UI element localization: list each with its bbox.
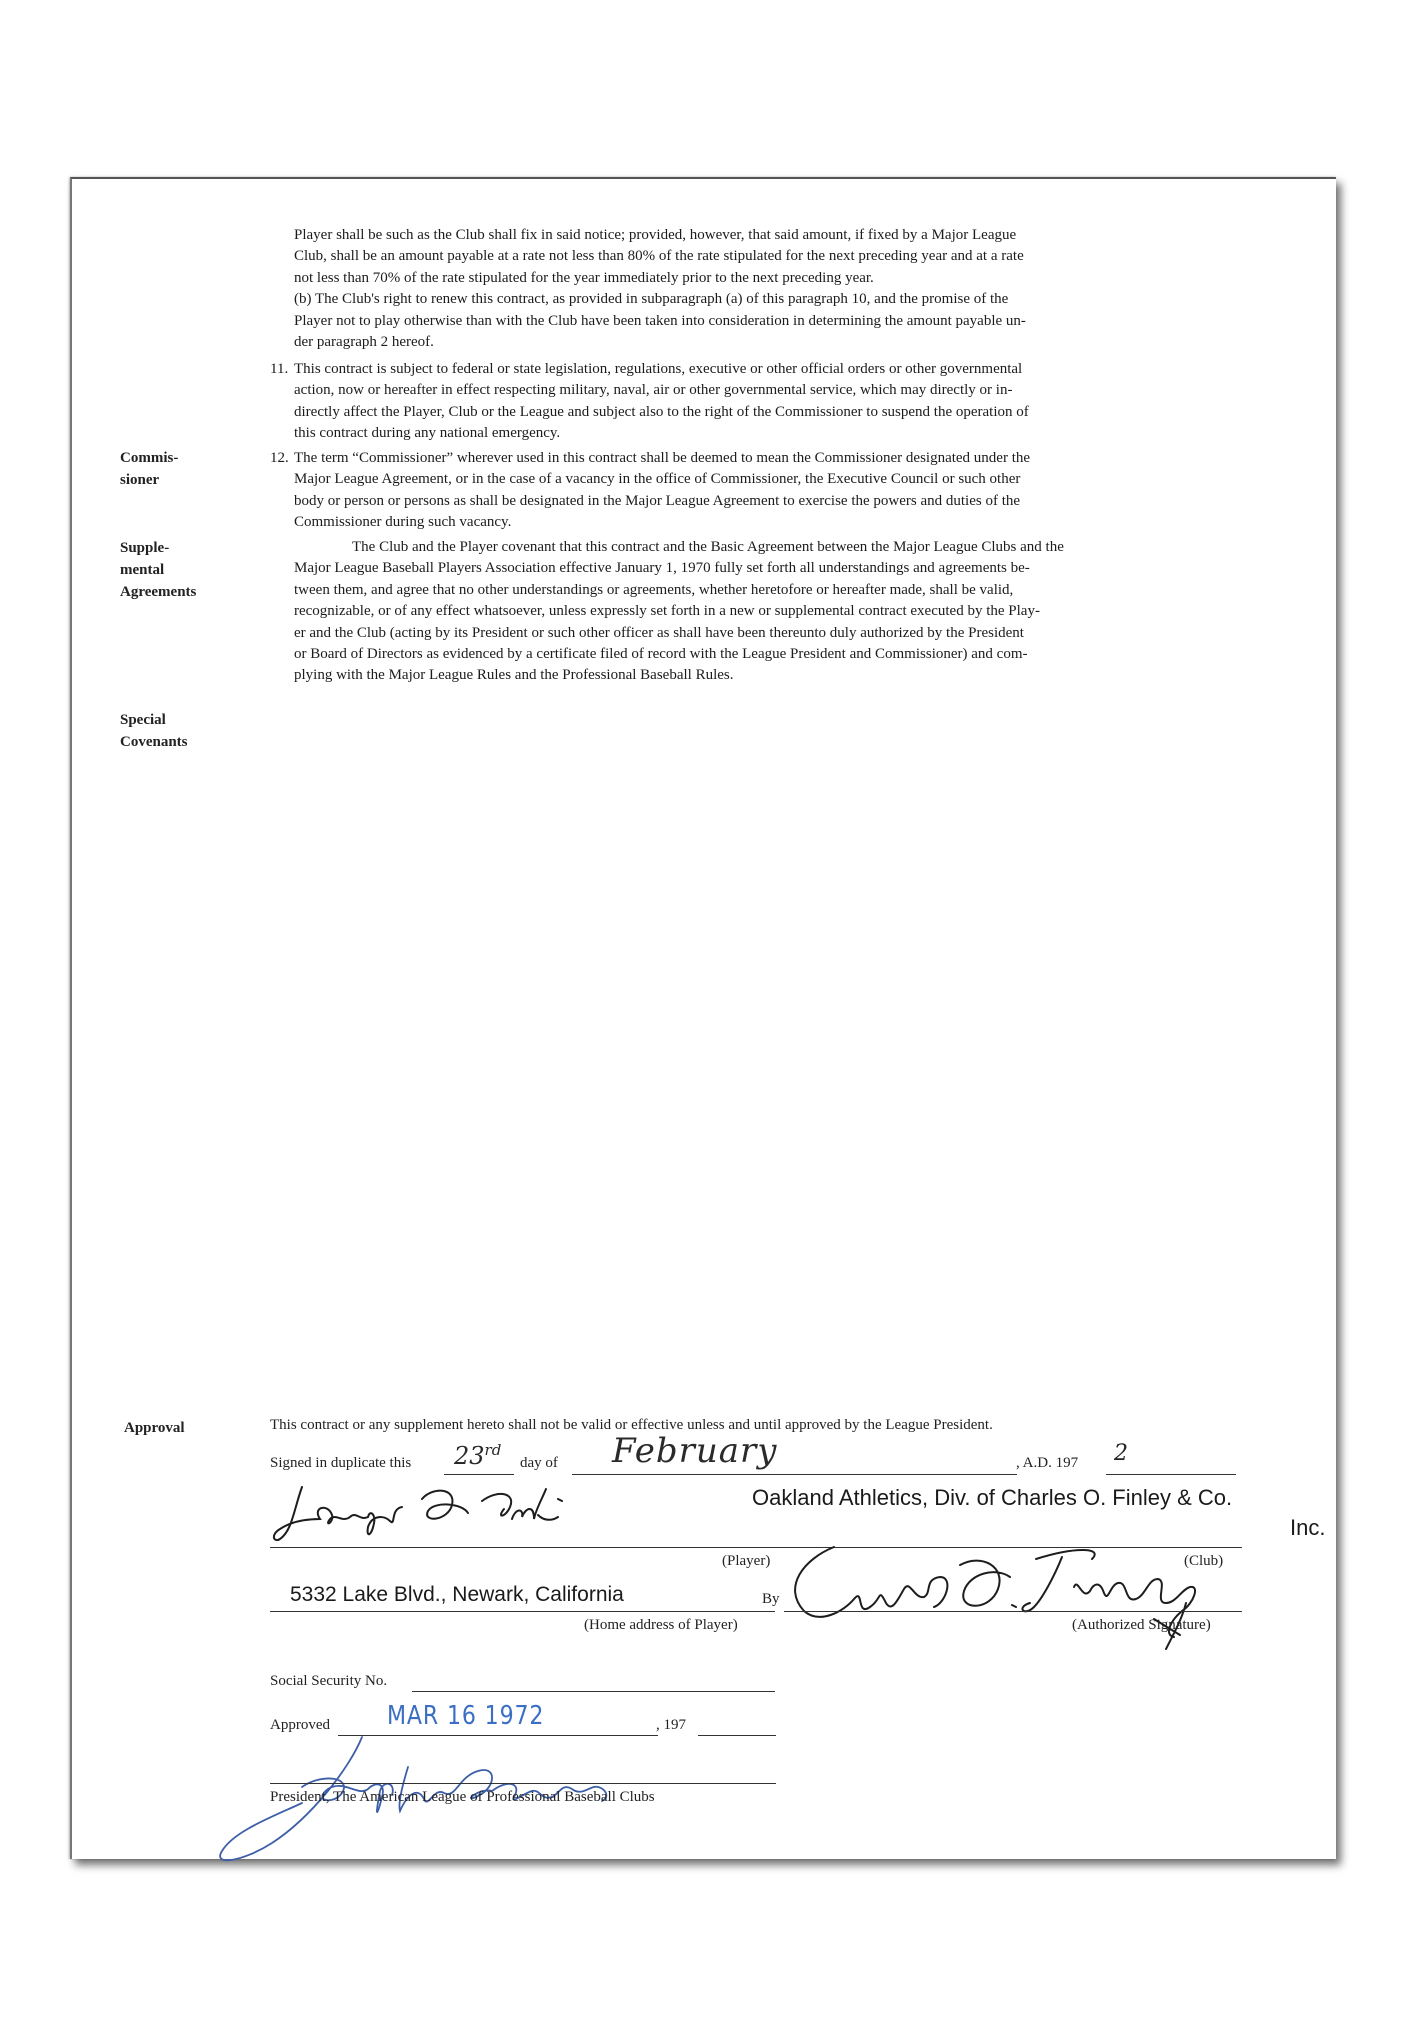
text-line: (b) The Club's right to renew this contract, as provided in subparagraph (a) of this paragraph 10, and the promise of the [294, 291, 1009, 308]
label-line: mental [120, 562, 165, 578]
approved-date-stamp: MAR 16 1972 [387, 1701, 545, 1731]
text-line: Player not to play otherwise than with the Club have been taken into consideration in determining the amount payable un- [294, 312, 1026, 329]
text-line: tween them, and agree that no other understandings or agreements, whether heretofore or hereafter made, shall be valid, [294, 581, 1014, 598]
text-line: not less than 70% of the rate stipulated for the year immediately prior to the next preceding year. [294, 269, 874, 286]
supplemental-agreements-label [120, 537, 230, 603]
para-12-number: 12. [270, 450, 289, 466]
text-line: The Club and the Player covenant that this contract and the Basic Agreement between the Major League Clubs and the [352, 539, 1064, 555]
commissioner-label [120, 447, 230, 491]
by-label: By [762, 1591, 780, 1607]
special-covenants-label [120, 709, 230, 753]
president-caption: President, The American League of Professional Baseball Clubs [270, 1789, 655, 1805]
approval-text: This contract or any supplement hereto shall not be valid or effective unless and until approved by the League President. [270, 1417, 993, 1433]
label-line: Commis- [120, 450, 179, 466]
label-line: Supple- [120, 540, 170, 556]
text-line: Major League Agreement, or in the case of a vacancy in the office of Commissioner, the Executive Council or such other [294, 471, 1021, 488]
month-line [572, 1474, 1017, 1475]
president-signature-line [270, 1783, 776, 1784]
signed-day [454, 1441, 501, 1470]
text-line: plying with the Major League Rules and the Professional Baseball Rules. [294, 667, 734, 684]
text-line: er and the Club (acting by its President or such other officer as shall have been thereunto duly authorized by the President [294, 624, 1024, 641]
club-name: Oakland Athletics, Div. of Charles O. Finley & Co. [752, 1485, 1233, 1510]
home-address-caption: (Home address of Player) [584, 1617, 738, 1633]
label-line: Covenants [120, 734, 188, 750]
ssn-label: Social Security No. [270, 1673, 388, 1689]
text-line: This contract is subject to federal or state legislation, regulations, executive or other official orders or other governmental [294, 361, 1023, 377]
text-line: The term “Commissioner” wherever used in this contract shall be deemed to mean the Commissioner designated under the [294, 450, 1031, 466]
ad-label: , A.D. 197 [1016, 1455, 1079, 1471]
text-line: Major League Baseball Players Association effective January 1, 1970 fully set forth all understandings and agreements be- [294, 560, 1030, 577]
club-name-continued: Inc. [1290, 1515, 1326, 1540]
approval-label: Approval [124, 1420, 185, 1436]
signed-prefix: Signed in duplicate this [270, 1455, 412, 1471]
para-11-number: 11. [270, 361, 289, 377]
home-address-line [270, 1611, 775, 1612]
label-line: Agreements [120, 584, 197, 600]
label-line: sioner [120, 472, 160, 488]
approved-year-label: , 197 [656, 1717, 686, 1733]
home-address: 5332 Lake Blvd., Newark, California [290, 1583, 624, 1606]
ssn-line [412, 1691, 775, 1692]
text-line: this contract during any national emergency. [294, 425, 561, 442]
text-line: directly affect the Player, Club or the League and subject also to the right of the Commissioner to suspend the operation of [294, 403, 1029, 420]
para-11 [294, 359, 1214, 445]
signed-month: February [612, 1431, 778, 1471]
text-line: Commissioner during such vacancy. [294, 514, 512, 531]
authorized-signature-line [784, 1611, 1242, 1612]
supplemental-agreements-text [294, 537, 1214, 687]
signed-day-suffix: rd [484, 1441, 502, 1459]
approved-year-line [698, 1735, 776, 1736]
text-line: recognizable, or of any effect whatsoever, unless expressly set forth in a new or supplemental contract executed by the Play- [294, 603, 1040, 620]
para-12 [294, 448, 1214, 534]
club-authorized-signature [774, 1507, 1234, 1657]
text-line: Club, shall be an amount payable at a rate not less than 80% of the rate stipulated for the next preceding year and at a rate [294, 248, 1024, 265]
ad-year-digit: 2 [1114, 1441, 1128, 1466]
contract-page [70, 177, 1336, 1859]
player-signature [272, 1479, 592, 1549]
authorized-signature-caption: (Authorized Signature) [1072, 1617, 1211, 1633]
text-line: body or person or persons as shall be designated in the Major League Agreement to exercise the powers and duties of the [294, 492, 1021, 509]
text-line: Player shall be such as the Club shall fix in said notice; provided, however, that said amount, if fixed by a Major League [294, 227, 1017, 243]
signed-day-number: 23 [454, 1442, 485, 1470]
label-line: Special [120, 712, 166, 728]
approved-label: Approved [270, 1717, 330, 1733]
text-line: der paragraph 2 hereof. [294, 334, 434, 351]
text-line: action, now or hereafter in effect respecting military, naval, air or other governmental service, which may directly or in- [294, 382, 1013, 399]
player-signature-line [270, 1547, 775, 1548]
club-caption: (Club) [1184, 1553, 1224, 1569]
player-caption: (Player) [722, 1553, 771, 1569]
day-line [444, 1474, 514, 1475]
para-10-continuation [294, 225, 1214, 353]
day-of-label: day of [520, 1455, 558, 1471]
text-line: or Board of Directors as evidenced by a certificate filed of record with the League President and Commissioner) and com- [294, 646, 1028, 663]
ad-year-line [1106, 1474, 1236, 1475]
